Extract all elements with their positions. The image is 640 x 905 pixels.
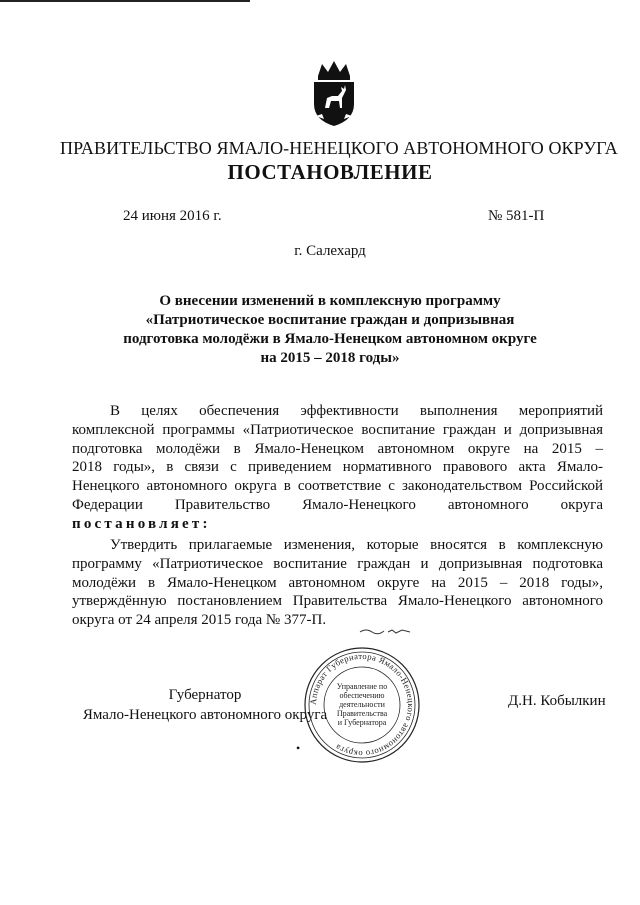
position-line: Ямало-Ненецкого автономного округа: [82, 707, 328, 723]
government-name: ПРАВИТЕЛЬСТВО ЯМАЛО-НЕНЕЦКОГО АВТОНОМНОГО ОКРУГА: [60, 138, 618, 158]
signatory-position: [75, 685, 335, 725]
document-type: ПОСТАНОВЛЕНИЕ: [227, 160, 433, 184]
preamble-paragraph: [72, 402, 603, 534]
coat-of-arms-icon: [308, 58, 360, 128]
paragraph-line: программу «Патриотическое воспитание граждан и допризывная подготовка: [72, 555, 603, 572]
signatory-name: Д.Н. Кобылкин: [508, 693, 606, 709]
document-title: [90, 292, 570, 368]
paragraph-line: округа от 24 апреля 2015 года № 377-П.: [72, 612, 327, 629]
paragraph-line: 2018 годы», в связи с приведением нормативного правового акта Ямало-: [72, 459, 603, 476]
title-line: подготовка молодёжи в Ямало-Ненецком автономном округе: [123, 331, 537, 347]
paragraph-line: Ненецкого автономного округа в соответствие с законодательством Российской: [72, 478, 603, 495]
resolution-paragraph: [72, 536, 603, 630]
svg-text:Управление пообеспечениюдеятел: Управление по обеспечению деятельности Правительства и Губернатора: [336, 682, 388, 727]
document-number: № 581-П: [488, 208, 545, 224]
position-line: Губернатор: [168, 687, 242, 703]
svg-text:Аппарат Губернатора Ямало-Нене: Аппарат Губернатора Ямало-Ненецкого автономного округа: [307, 650, 417, 760]
paragraph-line: молодёжи в Ямало-Ненецком автономном округе на 2015 – 2018 годы»,: [72, 574, 603, 591]
title-line: на 2015 – 2018 годы»: [260, 350, 400, 366]
document-city: г. Салехард: [294, 243, 366, 259]
title-line: О внесении изменений в комплексную программу: [159, 293, 501, 309]
handwritten-mark: [358, 626, 416, 636]
resolves-word: постановляет:: [72, 515, 211, 532]
official-seal: [302, 645, 422, 765]
title-line: «Патриотическое воспитание граждан и допризывная: [145, 312, 515, 328]
paragraph-line: Федерации Правительство Ямало-Ненецкого автономного округа: [72, 496, 603, 513]
paragraph-line: подготовка молодёжи в Ямало-Ненецком автономном округе на 2015 –: [72, 440, 603, 457]
paragraph-line: комплексной программы «Патриотическое воспитание граждан и допризывная: [72, 421, 603, 438]
paragraph-line: В целях обеспечения эффективности выполнения мероприятий: [110, 403, 603, 419]
top-rule: [0, 0, 250, 2]
paragraph-line: Утвердить прилагаемые изменения, которые вносятся в комплексную: [110, 537, 603, 553]
document-date: 24 июня 2016 г.: [123, 208, 222, 224]
stamp-dot: •: [296, 741, 301, 755]
paragraph-line: утверждённую постановлением Правительства Ямало-Ненецкого автономного: [72, 593, 603, 610]
